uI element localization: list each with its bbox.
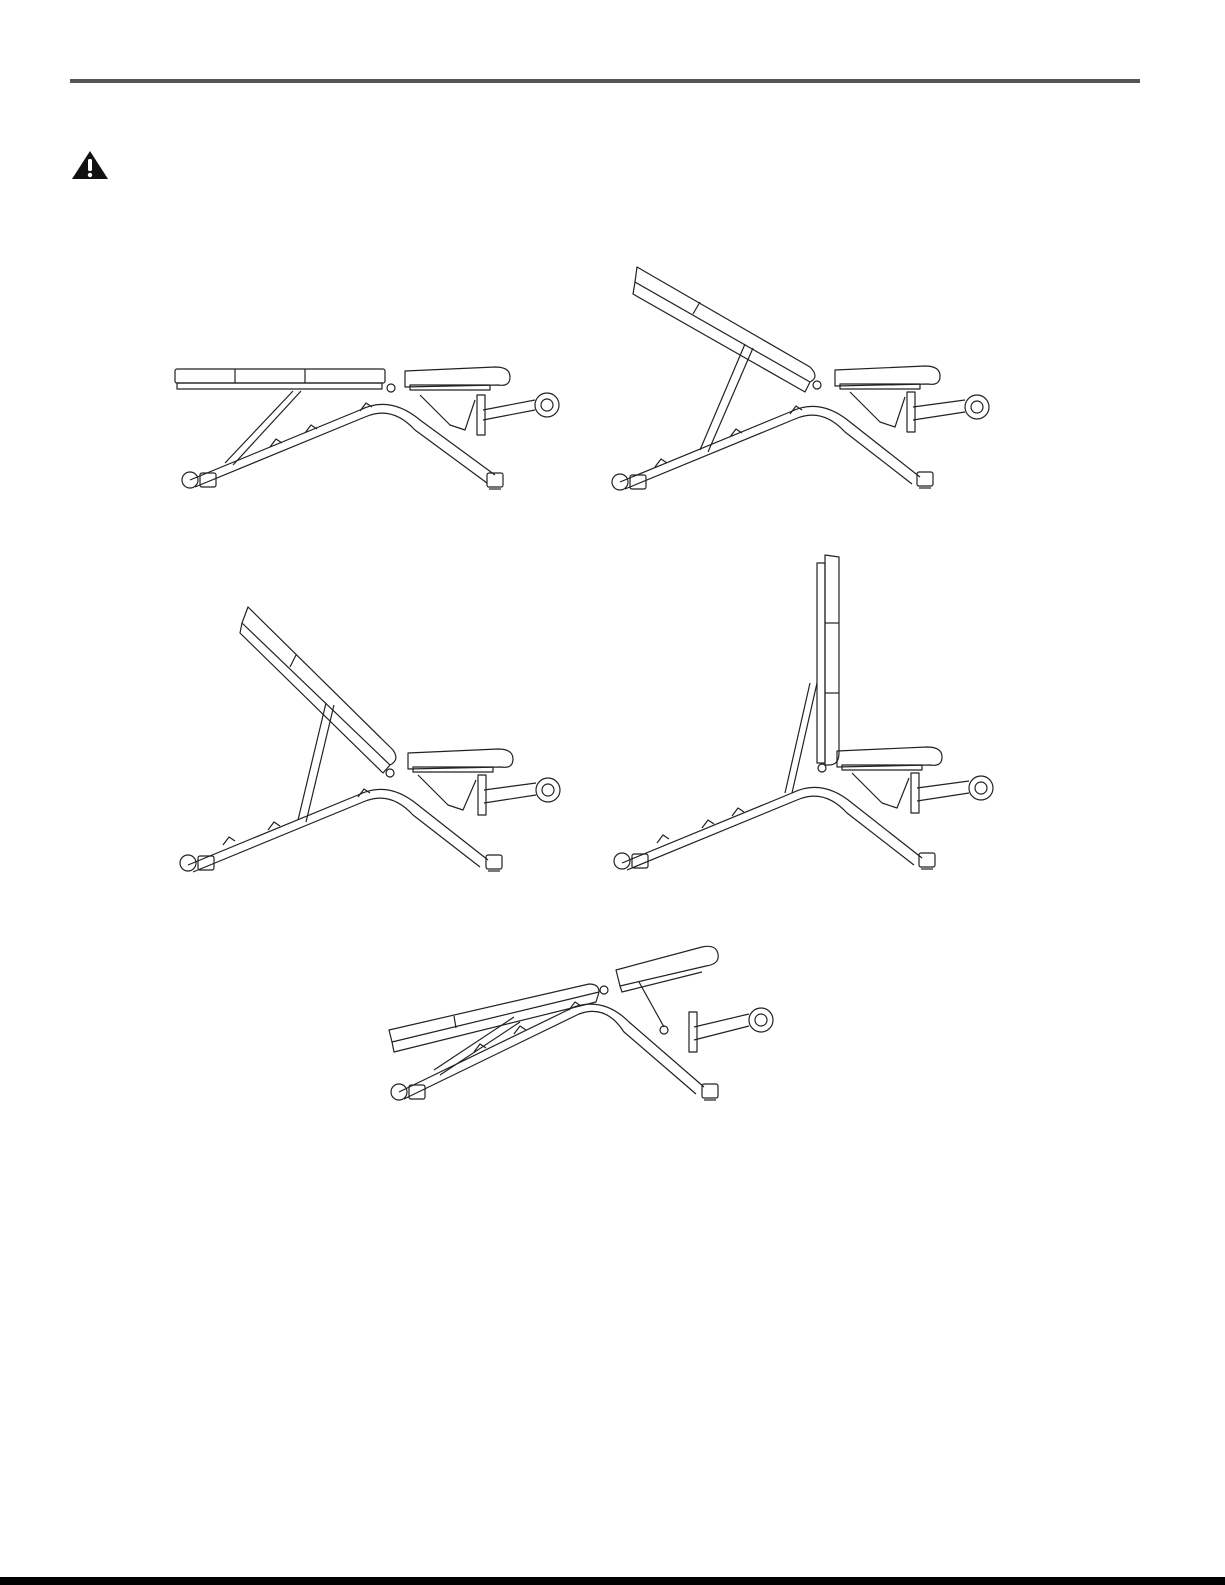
bench-flat-drawing [165, 355, 565, 505]
bench-flat-figure [165, 355, 565, 505]
header-rule [70, 79, 1140, 83]
footer-bar [0, 1577, 1225, 1585]
bench-upright-figure [607, 553, 1007, 871]
bench-incline-drawing [605, 262, 1005, 492]
bench-decline-figure [384, 942, 784, 1102]
bench-incline-figure [605, 262, 1005, 492]
bench-steep-incline-drawing [178, 605, 578, 873]
bench-upright-drawing [607, 553, 1007, 871]
warning-triangle-icon [71, 150, 109, 180]
bench-decline-drawing [384, 942, 784, 1102]
bench-steep-incline-figure [178, 605, 578, 873]
